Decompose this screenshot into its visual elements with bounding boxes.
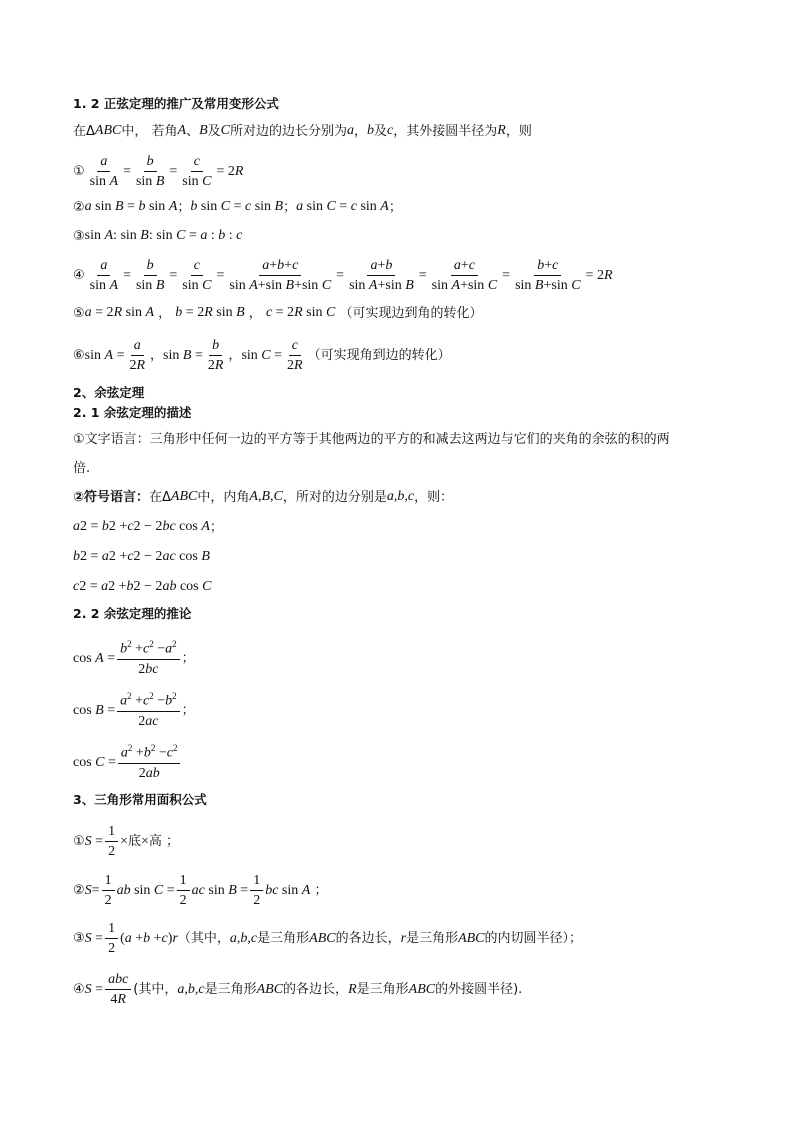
formula-2: ② a sin B = b sin A ； b sin C = c sin B ； a sin C = c sin A ；: [73, 199, 402, 215]
formula-1: ① $\frac{a}{\text{sin A}}$ = $\frac{b}{\text{sin B}}$ = $\frac{c}{\text{sin C}}$ = 2 R: [73, 154, 244, 190]
cosine-law-b: b 2 = a 2 + c 2 − 2 ac cos B: [73, 549, 210, 564]
cosine-law-a: a 2 = b 2 + c 2 − 2 bc cos A ；: [73, 519, 223, 535]
formula-3: ③ sin A : sin B : sin C = a : b : c: [73, 228, 243, 244]
formula-5: ⑤ a = 2 R sin A ， b = 2 R sin B ， c = 2 R sin C （可实现边到角的转化）: [73, 305, 483, 321]
formula-6: ⑥ sin A = $\frac{a}{2R}$ ， sin B = $\frac{b}{2R}$ ， sin C = $\frac{c}{2R}$ （可实现角到边的转化）: [73, 338, 451, 374]
section-heading-2-1: 2. 1 余弦定理的描述: [73, 405, 192, 420]
cos-c-corollary: cos C = $\frac{a^2 +b^2 -c^2}{2ab}$: [73, 744, 182, 781]
section-heading-2-2: 2. 2 余弦定理的推论: [73, 606, 192, 621]
intro-line: 在Δ ABC 中， 若角 A 、 B 及 C 所对边的边长分别为 a ， b 及 c ，其外接圆半径为 R ，则: [73, 123, 532, 139]
area-formula-1: ① S = $\frac{1}{2}$ × 底 × 高 ；: [73, 824, 180, 860]
text-language-line-1: ①文字语言：三角形中任何一边的平方等于其他两边的平方的和减去这两边与它们的夹角的余弦的积的两: [73, 432, 670, 447]
area-formula-2: ② S = $\frac{1}{2}$ ab sin C = $\frac{1}{2}$ ac sin B = $\frac{1}{2}$ bc sin A ；: [73, 873, 328, 909]
section-heading-2: 2、余弦定理: [73, 385, 145, 400]
area-formula-4: ④ S = $\frac{\text{abc}}{4R}$ (其中， a , b , c 是三角形 ABC 的各边长， R 是三角形 ABC 的外接圆半径).: [73, 972, 523, 1008]
cos-b-corollary: cos B = $\frac{a^2 +c^2 -b^2}{2ac}$ ；: [73, 691, 195, 730]
area-formula-3: ③ S = $\frac{1}{2}$ ( a + b + c ) r （其中， a , b , c 是三角形 ABC 的各边长， r 是三角形 ABC 的内切圆半径）；: [73, 921, 583, 957]
text-language-line-2: 倍.: [73, 461, 91, 476]
section-heading-1-2: 1. 2 正弦定理的推广及常用变形公式: [73, 96, 279, 111]
formula-4: ④ $\frac{a}{\text{sin A}}$ = $\frac{b}{\text{sin B}}$ = $\frac{c}{\text{sin C}}$ = $\frac{a+b+c}{\text{sin A+sin B+sin C}}$ = $\frac{a+b}{\text{sin A+sin B}}$ = $\frac{a+c}{\text{sin A+sin C}}$ = $\frac{b+c}{\text{sin B+sin C}}$ = 2 R: [73, 258, 613, 294]
cos-a-corollary: cos A = $\frac{b^2 +c^2 -a^2}{2bc}$ ；: [73, 639, 195, 678]
symbol-language-line: ②符号语言： 在Δ ABC 中，内角 A , B , C ，所对的边分别是 a , b , c ，则：: [73, 489, 454, 505]
section-heading-3: 3、三角形常用面积公式: [73, 792, 207, 807]
cosine-law-c: c 2 = a 2 + b 2 − 2 ab cos C: [73, 579, 212, 594]
